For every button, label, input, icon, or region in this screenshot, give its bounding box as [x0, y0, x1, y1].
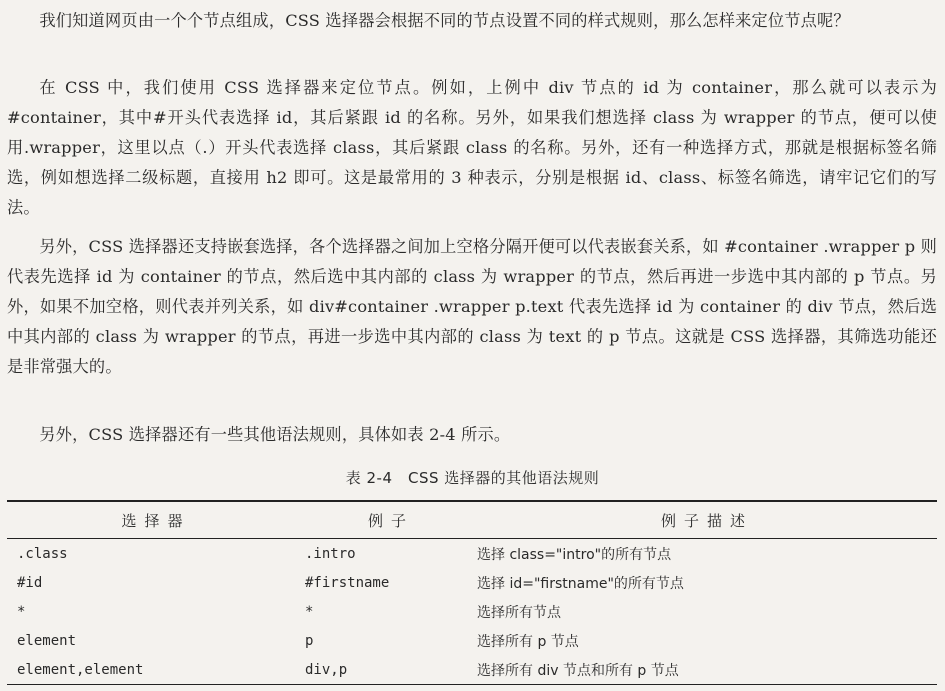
- cell-example: *: [305, 603, 314, 620]
- cell-description: 选择 class="intro"的所有节点: [477, 546, 672, 563]
- cell-description: 选择所有 div 节点和所有 p 节点: [477, 655, 937, 685]
- cell-example: div,p: [305, 655, 477, 685]
- cell-selector: #id: [17, 574, 43, 591]
- table-row: [7, 539, 937, 569]
- cell-description: 选择所有节点: [477, 604, 561, 621]
- cell-description: 选择 id="firstname"的所有节点: [477, 575, 684, 592]
- cell-selector: element,element: [7, 655, 305, 685]
- table-row: [7, 568, 937, 597]
- cell-example: .intro: [305, 545, 356, 562]
- cell-selector: element: [17, 632, 77, 649]
- cell-description: 选择所有 p 节点: [477, 633, 579, 650]
- paragraph-nested-selection: 另外，CSS 选择器还支持嵌套选择，各个选择器之间加上空格分隔开便可以代表嵌套关系，如 #container .wrapper p 则代表先选择 id 为 container 的节点，然后选中其内部的 class 为 wrapper 的节点，然后再进一步选中其内部的 p 节点。另外，如果不加空格，则代表并列关系，如 div#container .wrapper p.text 代表先选择 id 为 container 的 div 节点，然后选中其内部的 class 为 wrapper 的节点，再进一步选中其内部的 class 为 text 的 p 节点。这就是 CSS 选择器，其筛选功能还是非常强大的。: [7, 237, 937, 376]
- cell-example: #firstname: [305, 574, 390, 591]
- table-row: [7, 597, 937, 626]
- table-header-row: [7, 501, 937, 539]
- header-description: 例子描述: [477, 501, 937, 539]
- paragraph-selector-basics: 在 CSS 中，我们使用 CSS 选择器来定位节点。例如，上例中 div 节点的 id 为 container，那么就可以表示为#container，其中#开头代表选择 id，其后紧跟 id 的名称。另外，如果我们想选择 class 为 wrapper 的节点，便可以使用.wrapper，这里以点（.）开头代表选择 class，其后紧跟 class 的名称。另外，还有一种选择方式，那就是根据标签名筛选，例如想选择二级标题，直接用 h2 即可。这是最常用的 3 种表示，分别是根据 id、class、标签名筛选，请牢记它们的写法。: [7, 78, 937, 217]
- table-row: [7, 626, 937, 655]
- paragraph-table-reference: 另外，CSS 选择器还有一些其他语法规则，具体如表 2-4 所示。: [39, 425, 511, 444]
- cell-example: p: [305, 632, 314, 649]
- table-caption: 表 2-4 CSS 选择器的其他语法规则: [345, 469, 600, 487]
- header-example: 例子: [305, 501, 477, 539]
- selector-syntax-table: [7, 500, 937, 685]
- header-selector: 选择器: [7, 501, 305, 539]
- paragraph-intro: 我们知道网页由一个个节点组成，CSS 选择器会根据不同的节点设置不同的样式规则，那么怎样来定位节点呢？: [39, 11, 850, 30]
- table-row: [7, 655, 937, 685]
- cell-selector: *: [17, 603, 26, 620]
- cell-selector: .class: [17, 545, 68, 562]
